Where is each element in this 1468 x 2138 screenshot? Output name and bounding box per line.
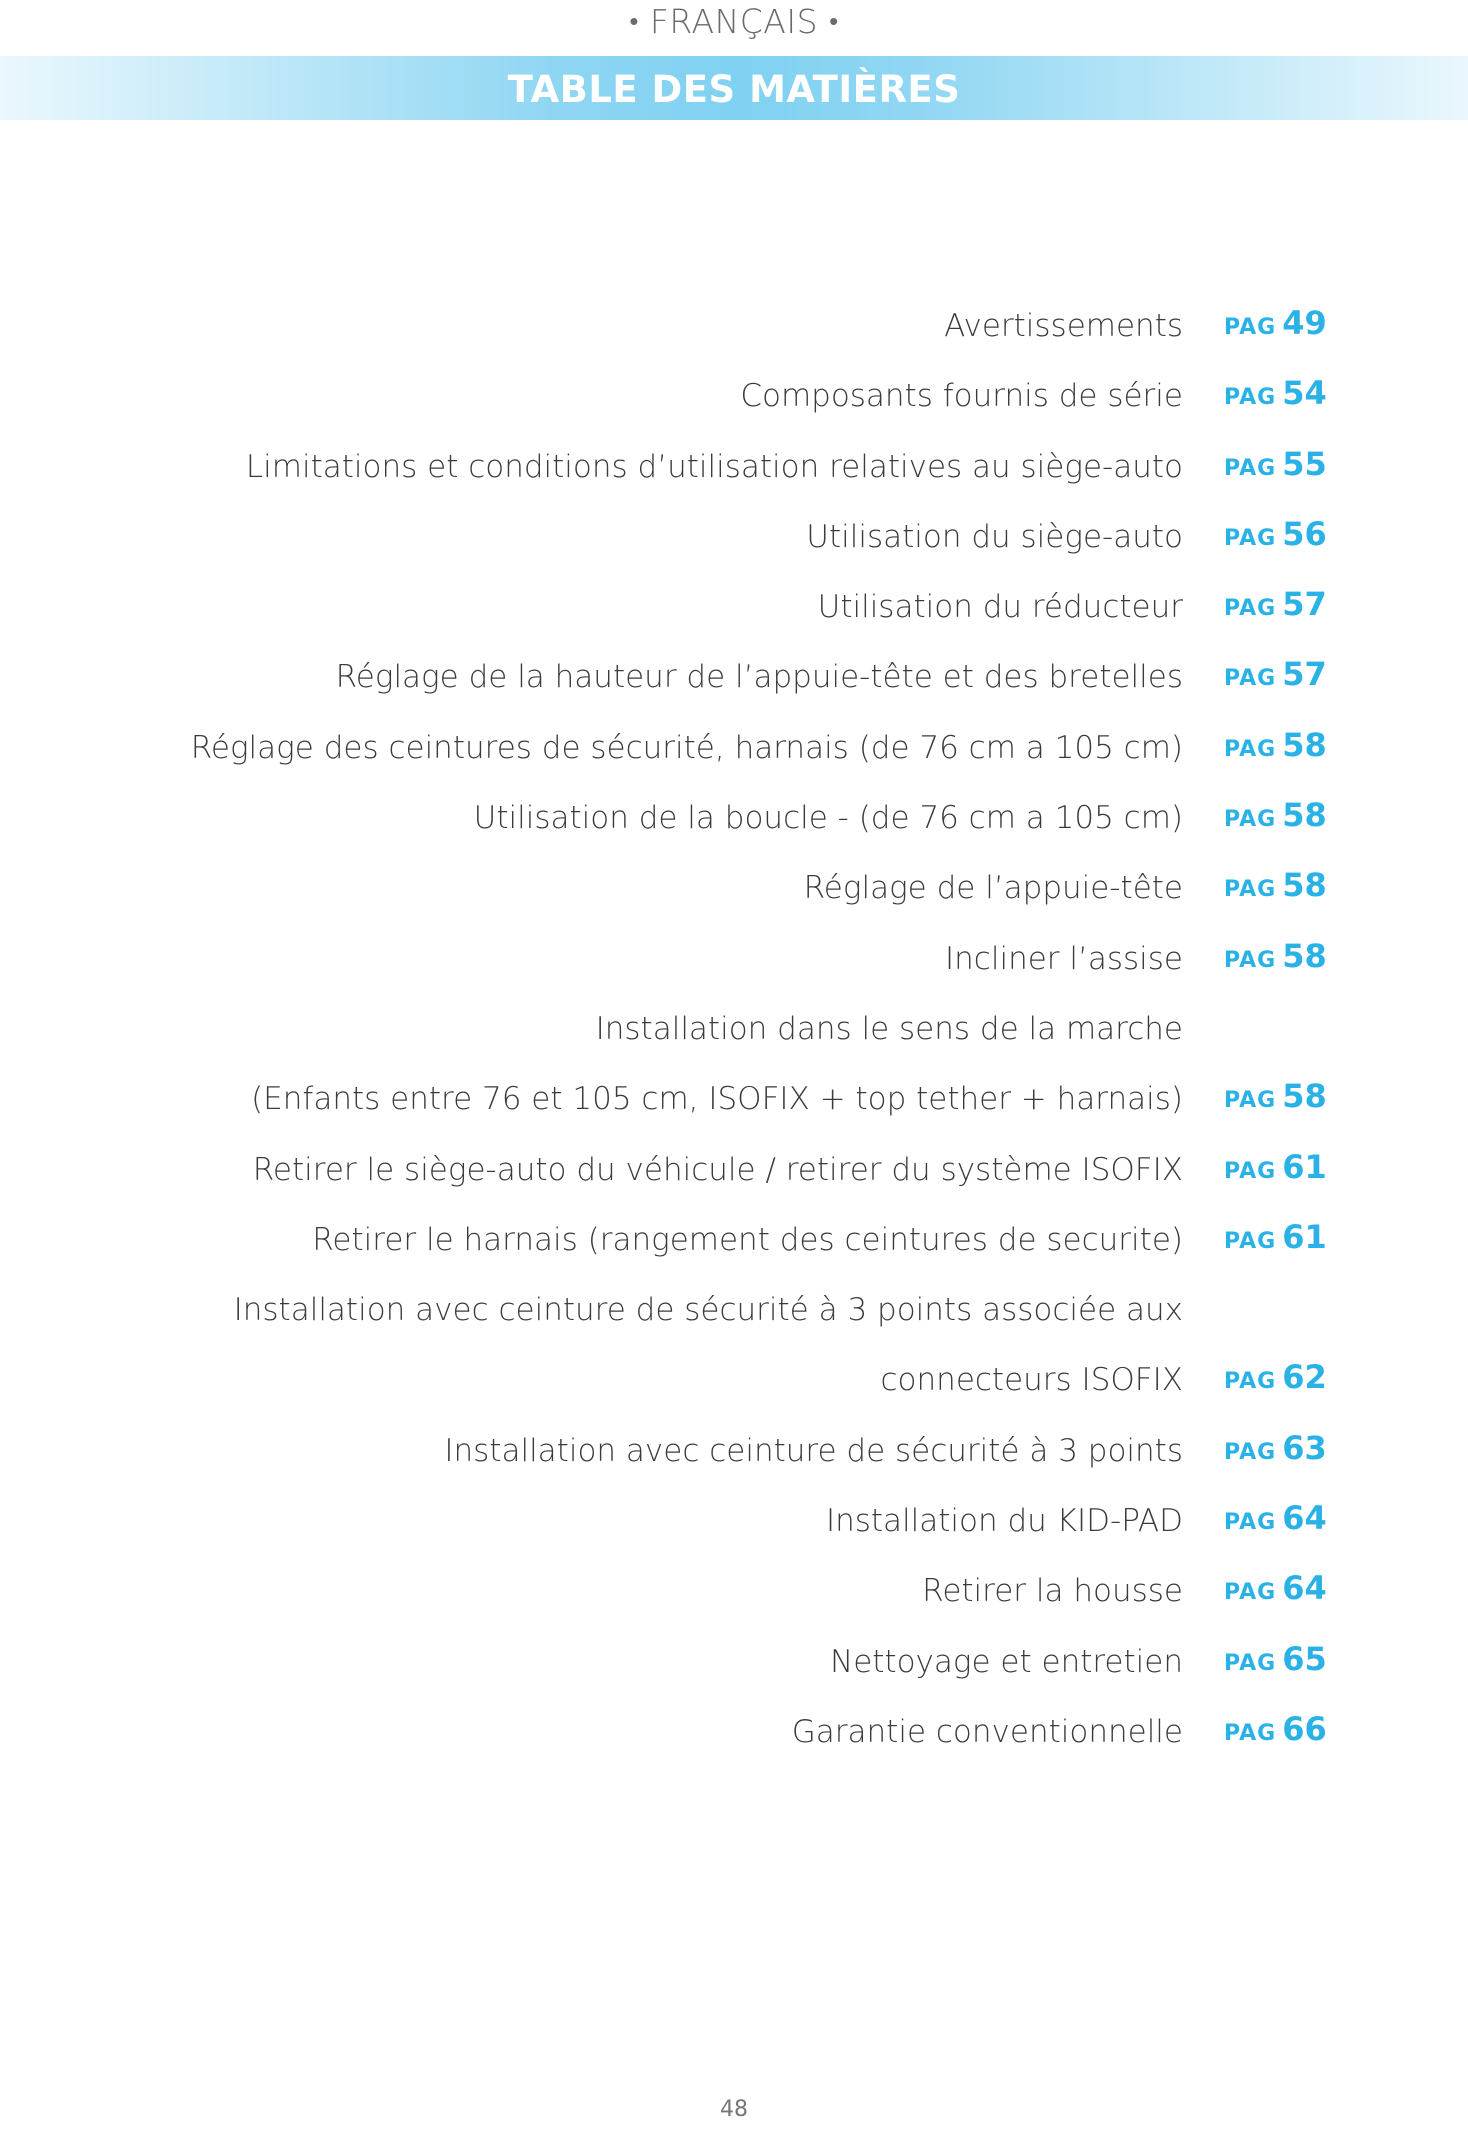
toc-entry-page bbox=[1224, 1358, 1327, 1396]
toc-page-prefix: PAG bbox=[1224, 1720, 1277, 1746]
toc-entry-page bbox=[1224, 445, 1327, 483]
page-title: TABLE DES MATIÈRES bbox=[507, 68, 961, 111]
table-of-contents bbox=[0, 300, 1468, 1776]
toc-page-prefix: PAG bbox=[1224, 807, 1277, 833]
toc-page-number: 58 bbox=[1282, 866, 1327, 905]
toc-entry-page bbox=[1224, 304, 1327, 342]
toc-entry[interactable] bbox=[0, 300, 1468, 370]
toc-entry-page bbox=[1224, 515, 1327, 553]
toc-page-number: 61 bbox=[1282, 1147, 1327, 1186]
toc-entry-label: Composants fournis de série bbox=[740, 378, 1183, 415]
toc-entry-label: Utilisation de la boucle - (de 76 cm a 105 cm) bbox=[473, 800, 1183, 837]
toc-page-number: 64 bbox=[1282, 1569, 1327, 1608]
toc-entry-page bbox=[1224, 1148, 1327, 1186]
toc-entry-label: Installation du KID-PAD bbox=[825, 1503, 1183, 1540]
toc-entry[interactable] bbox=[0, 1636, 1468, 1706]
toc-entry-label: Limitations et conditions d’utilisation relatives au siège-auto bbox=[245, 448, 1183, 485]
bullet-left: • bbox=[629, 7, 639, 37]
toc-entry-label: Garantie conventionnelle bbox=[791, 1713, 1183, 1750]
toc-entry-label: Retirer le siège-auto du véhicule / retirer du système ISOFIX bbox=[252, 1151, 1183, 1188]
toc-page-prefix: PAG bbox=[1224, 596, 1277, 622]
toc-entry-page bbox=[1224, 374, 1327, 412]
toc-entry-label: Installation avec ceinture de sécurité à 3 points associée aux bbox=[233, 1292, 1183, 1329]
toc-page-number: 57 bbox=[1282, 585, 1327, 624]
toc-page-prefix: PAG bbox=[1224, 1158, 1277, 1184]
toc-entry-label: Installation dans le sens de la marche bbox=[595, 1010, 1183, 1047]
language-label: FRANÇAIS bbox=[649, 2, 819, 41]
toc-entry-page bbox=[1224, 726, 1327, 764]
toc-page-number: 54 bbox=[1282, 374, 1327, 413]
toc-entry[interactable] bbox=[0, 1144, 1468, 1214]
toc-page-number: 58 bbox=[1282, 1077, 1327, 1116]
toc-page-prefix: PAG bbox=[1224, 666, 1277, 692]
toc-entry[interactable] bbox=[0, 1706, 1468, 1776]
toc-entry[interactable] bbox=[0, 1565, 1468, 1635]
toc-page-number: 64 bbox=[1282, 1499, 1327, 1538]
toc-entry[interactable] bbox=[0, 651, 1468, 721]
toc-page-number: 65 bbox=[1282, 1639, 1327, 1678]
toc-entry-page bbox=[1224, 937, 1327, 975]
toc-entry-page bbox=[1224, 1640, 1327, 1678]
toc-entry[interactable] bbox=[0, 722, 1468, 792]
toc-entry-page bbox=[1224, 866, 1327, 904]
toc-page-prefix: PAG bbox=[1224, 1369, 1277, 1395]
toc-page-number: 58 bbox=[1282, 796, 1327, 835]
toc-entry[interactable] bbox=[0, 792, 1468, 862]
toc-entry-page bbox=[1224, 1218, 1327, 1256]
toc-entry-page bbox=[1224, 1499, 1327, 1537]
toc-page-prefix: PAG bbox=[1224, 315, 1277, 340]
toc-page-number: 61 bbox=[1282, 1217, 1327, 1256]
toc-entry-page bbox=[1224, 1569, 1327, 1607]
toc-page-number: 66 bbox=[1282, 1709, 1327, 1748]
toc-entry-page bbox=[1224, 1077, 1327, 1115]
toc-page-prefix: PAG bbox=[1224, 947, 1277, 973]
language-header bbox=[0, 2, 1468, 41]
toc-entry[interactable] bbox=[0, 370, 1468, 440]
toc-page-number: 49 bbox=[1282, 304, 1327, 342]
toc-entry-page bbox=[1224, 655, 1327, 693]
toc-page-prefix: PAG bbox=[1224, 1580, 1277, 1606]
page-number: 48 bbox=[720, 2097, 748, 2122]
toc-page-prefix: PAG bbox=[1224, 455, 1277, 481]
toc-entry-label: Nettoyage et entretien bbox=[830, 1643, 1183, 1680]
toc-entry[interactable] bbox=[0, 511, 1468, 581]
toc-entry[interactable] bbox=[0, 1003, 1468, 1073]
toc-entry-label: connecteurs ISOFIX bbox=[880, 1362, 1183, 1399]
toc-page-number: 62 bbox=[1282, 1358, 1327, 1397]
toc-page-prefix: PAG bbox=[1224, 1439, 1277, 1465]
toc-page-prefix: PAG bbox=[1224, 736, 1277, 762]
toc-page-prefix: PAG bbox=[1224, 877, 1277, 903]
toc-entry-label: Réglage des ceintures de sécurité, harnais (de 76 cm a 105 cm) bbox=[190, 729, 1183, 766]
toc-page-prefix: PAG bbox=[1224, 385, 1277, 411]
toc-entry-label: Utilisation du réducteur bbox=[817, 589, 1183, 626]
toc-entry-label: Retirer la housse bbox=[922, 1573, 1183, 1610]
toc-page-prefix: PAG bbox=[1224, 525, 1277, 551]
toc-entry[interactable] bbox=[0, 1073, 1468, 1143]
toc-entry-label: Incliner l’assise bbox=[945, 940, 1183, 977]
toc-page-number: 55 bbox=[1282, 444, 1327, 483]
toc-entry-label: Réglage de l’appuie-tête bbox=[803, 870, 1183, 907]
toc-entry[interactable] bbox=[0, 1354, 1468, 1424]
toc-entry-page bbox=[1224, 796, 1327, 834]
toc-entry[interactable] bbox=[0, 441, 1468, 511]
toc-entry-label: Retirer le harnais (rangement des ceintures de securite) bbox=[312, 1221, 1183, 1258]
toc-entry[interactable] bbox=[0, 933, 1468, 1003]
toc-page-number: 58 bbox=[1282, 936, 1327, 975]
toc-entry[interactable] bbox=[0, 581, 1468, 651]
title-band bbox=[0, 56, 1468, 120]
toc-page-number: 56 bbox=[1282, 514, 1327, 553]
toc-entry[interactable] bbox=[0, 1495, 1468, 1565]
bullet-right: • bbox=[829, 7, 839, 37]
toc-page-prefix: PAG bbox=[1224, 1228, 1277, 1254]
toc-entry[interactable] bbox=[0, 862, 1468, 932]
toc-entry-label: Réglage de la hauteur de l’appuie-tête et des bretelles bbox=[335, 659, 1183, 696]
toc-entry-page bbox=[1224, 1710, 1327, 1748]
toc-entry-page bbox=[1224, 1429, 1327, 1467]
toc-entry[interactable] bbox=[0, 1214, 1468, 1284]
toc-entry-label: Avertissements bbox=[944, 308, 1183, 344]
toc-page-number: 58 bbox=[1282, 725, 1327, 764]
toc-entry-label: Installation avec ceinture de sécurité à 3 points bbox=[444, 1432, 1183, 1469]
toc-entry[interactable] bbox=[0, 1425, 1468, 1495]
toc-page-prefix: PAG bbox=[1224, 1510, 1277, 1536]
toc-page-number: 57 bbox=[1282, 655, 1327, 694]
toc-entry-page bbox=[1224, 585, 1327, 623]
toc-page-prefix: PAG bbox=[1224, 1650, 1277, 1676]
toc-page-number: 63 bbox=[1282, 1428, 1327, 1467]
toc-page-prefix: PAG bbox=[1224, 1088, 1277, 1114]
toc-entry-label: (Enfants entre 76 et 105 cm, ISOFIX + top tether + harnais) bbox=[251, 1081, 1183, 1118]
toc-entry[interactable] bbox=[0, 1284, 1468, 1354]
toc-entry-label: Utilisation du siège-auto bbox=[806, 518, 1183, 555]
